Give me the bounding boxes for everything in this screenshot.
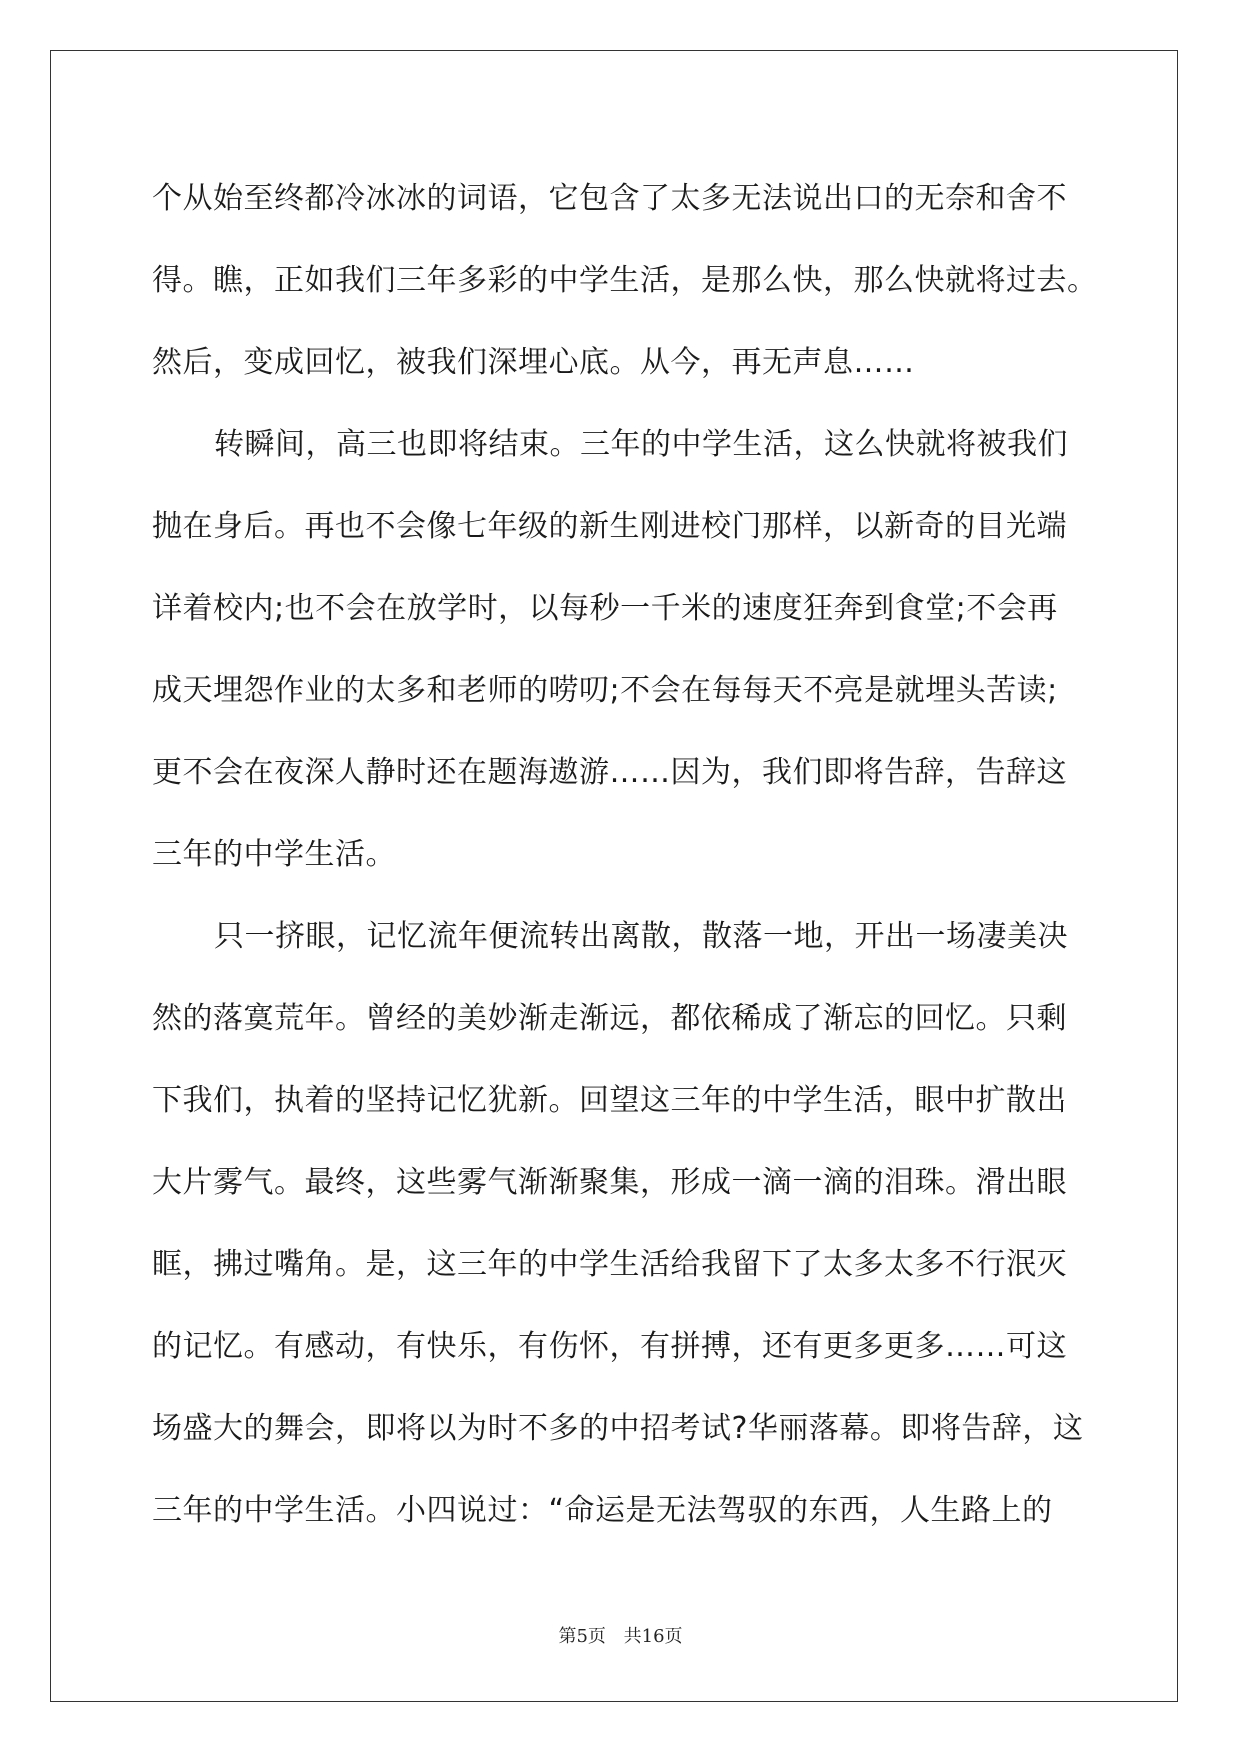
text-line: 眶，拂过嘴角。是，这三年的中学生活给我留下了太多太多不行泯灭: [152, 1247, 1067, 1282]
text-line: 然的落寞荒年。曾经的美妙渐走渐远，都依稀成了渐忘的回忆。只剩: [152, 1001, 1067, 1036]
page-total: 共16页: [623, 1626, 683, 1647]
text-line: 三年的中学生活。小四说过：“命运是无法驾驭的东西，人生路上的: [152, 1493, 1053, 1528]
text-line: 个从始至终都冷冰冰的词语，它包含了太多无法说出口的无奈和舍不: [152, 181, 1067, 216]
text-line: 的记忆。有感动，有快乐，有伤怀，有拼搏，还有更多更多……可这: [152, 1329, 1067, 1364]
text-line: 大片雾气。最终，这些雾气渐渐聚集，形成一滴一滴的泪珠。滑出眼: [152, 1165, 1067, 1200]
document-body: [152, 158, 1098, 1552]
text-line: 详着校内;也不会在放学时，以每秒一千米的速度狂奔到食堂;不会再: [152, 591, 1058, 626]
text-line: 只一挤眼，记忆流年便流转出离散，散落一地，开出一场凄美决: [214, 919, 1068, 954]
text-line: 下我们，执着的坚持记忆犹新。回望这三年的中学生活，眼中扩散出: [152, 1083, 1067, 1118]
page-footer: [0, 1622, 1241, 1648]
page-number: 第5页: [558, 1626, 606, 1647]
text-line: 三年的中学生活。: [152, 837, 396, 872]
text-line: 得。瞧，正如我们三年多彩的中学生活，是那么快，那么快就将过去。: [152, 263, 1098, 298]
text-line: 场盛大的舞会，即将以为时不多的中招考试?华丽落幕。即将告辞，这: [152, 1411, 1084, 1446]
text-line: 成天埋怨作业的太多和老师的唠叨;不会在每每天不亮是就埋头苦读;: [152, 673, 1058, 708]
text-line: 更不会在夜深人静时还在题海遨游……因为，我们即将告辞，告辞这: [152, 755, 1067, 790]
text-line: 然后，变成回忆，被我们深埋心底。从今，再无声息……: [152, 345, 915, 380]
text-line: 抛在身后。再也不会像七年级的新生刚进校门那样，以新奇的目光端: [152, 509, 1067, 544]
text-line: 转瞬间，高三也即将结束。三年的中学生活，这么快就将被我们: [214, 427, 1068, 462]
